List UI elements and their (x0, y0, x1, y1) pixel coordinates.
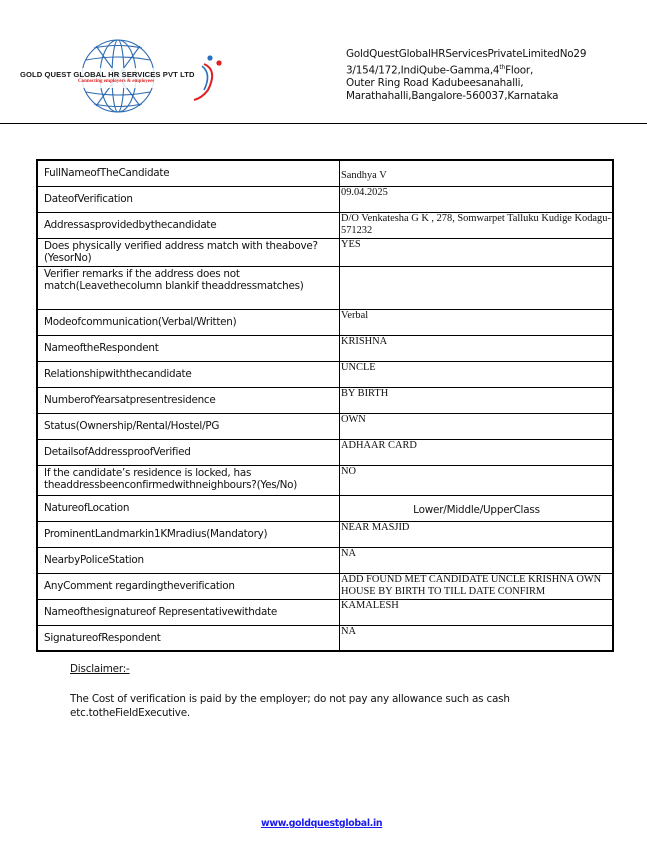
field-label: AnyComment regardingtheverification (37, 573, 340, 599)
field-label: SignatureofRespondent (37, 625, 340, 651)
field-value: YES (340, 238, 614, 266)
disclaimer-title: Disclaimer:- (70, 663, 130, 675)
field-label: Nameofthesignatureof Representativewithdate (37, 599, 340, 625)
table-row (37, 335, 613, 361)
table-row (37, 573, 613, 599)
table-row (37, 599, 613, 625)
field-label: If the candidate’s residence is locked, has theaddressbeenconfirmedwithneighbours?(Yes/No) (37, 465, 340, 495)
field-label: NatureofLocation (37, 495, 340, 521)
field-value: Verbal (340, 309, 614, 335)
table-row (37, 413, 613, 439)
table-row (37, 495, 613, 521)
company-address (346, 48, 586, 103)
table-row (37, 361, 613, 387)
document-header (0, 0, 647, 124)
table-row (37, 309, 613, 335)
field-value: KRISHNA (340, 335, 614, 361)
disclaimer-text: The Cost of verification is paid by the employer; do not pay any allowance such as cash etc.totheFieldExecutive. (70, 693, 510, 719)
website-link[interactable]: www.goldquestglobal.in (261, 818, 383, 829)
field-value: BY BIRTH (340, 387, 614, 413)
table-row (37, 547, 613, 573)
verification-form-table (36, 159, 614, 652)
field-value: OWN (340, 413, 614, 439)
field-label: NearbyPoliceStation (37, 547, 340, 573)
field-value: NO (340, 465, 614, 495)
field-label: DateofVerification (37, 186, 340, 212)
table-row (37, 439, 613, 465)
field-value: Sandhya V (340, 160, 614, 186)
table-row (37, 387, 613, 413)
field-value: 09.04.2025 (340, 186, 614, 212)
field-label: Status(Ownership/Rental/Hostel/PG (37, 413, 340, 439)
logo-tagline: Connecting employers & employees (78, 79, 155, 84)
address-line-1: GoldQuestGlobalHRServicesPrivateLimitedNo29 (346, 48, 587, 60)
table-row (37, 186, 613, 212)
field-value: ADHAAR CARD (340, 439, 614, 465)
field-label: Addressasprovidedbythecandidate (37, 212, 340, 238)
header-divider (0, 123, 647, 124)
field-label: Does physically verified address match with theabove? (YesorNo) (37, 238, 340, 266)
table-row (37, 266, 613, 309)
table-row (37, 160, 613, 186)
field-label: ProminentLandmarkin1KMradius(Mandatory) (37, 521, 340, 547)
field-value: ADD FOUND MET CANDIDATE UNCLE KRISHNA OWN HOUSE BY BIRTH TO TILL DATE CONFIRM (340, 573, 614, 599)
field-label: Verifier remarks if the address does not match(Leavethecolumn blankif theaddressmatches) (37, 266, 340, 309)
field-value: Lower/Middle/UpperClass (340, 495, 614, 521)
field-value: NEAR MASJID (340, 521, 614, 547)
table-row (37, 212, 613, 238)
field-value: KAMALESH (340, 599, 614, 625)
field-label: NumberofYearsatpresentresidence (37, 387, 340, 413)
field-value: D/O Venkatesha G K , 278, Somwarpet Talluku Kudige Kodagu-571232 (340, 212, 614, 238)
field-value: UNCLE (340, 361, 614, 387)
logo-company-name: GOLD QUEST GLOBAL HR SERVICES PVT LTD (20, 70, 195, 79)
field-label: Modeofcommunication(Verbal/Written) (37, 309, 340, 335)
table-row (37, 521, 613, 547)
field-label: Relationshipwiththecandidate (37, 361, 340, 387)
company-logo (18, 38, 228, 114)
field-value: NA (340, 547, 614, 573)
field-value: NA (340, 625, 614, 651)
address-line-3: Outer Ring Road Kadubeesanahalli, (346, 77, 524, 90)
field-label: DetailsofAddressproofVerified (37, 439, 340, 465)
field-value (340, 266, 614, 309)
address-line-4: Marathahalli,Bangalore-560037,Karnataka (346, 90, 559, 103)
address-line-2: 3/154/172,IndiQube-Gamma,4thFloor, (346, 64, 534, 77)
field-label: FullNameofTheCandidate (37, 160, 340, 186)
table-row (37, 465, 613, 495)
table-row (37, 238, 613, 266)
table-row (37, 625, 613, 651)
field-label: NameoftheRespondent (37, 335, 340, 361)
